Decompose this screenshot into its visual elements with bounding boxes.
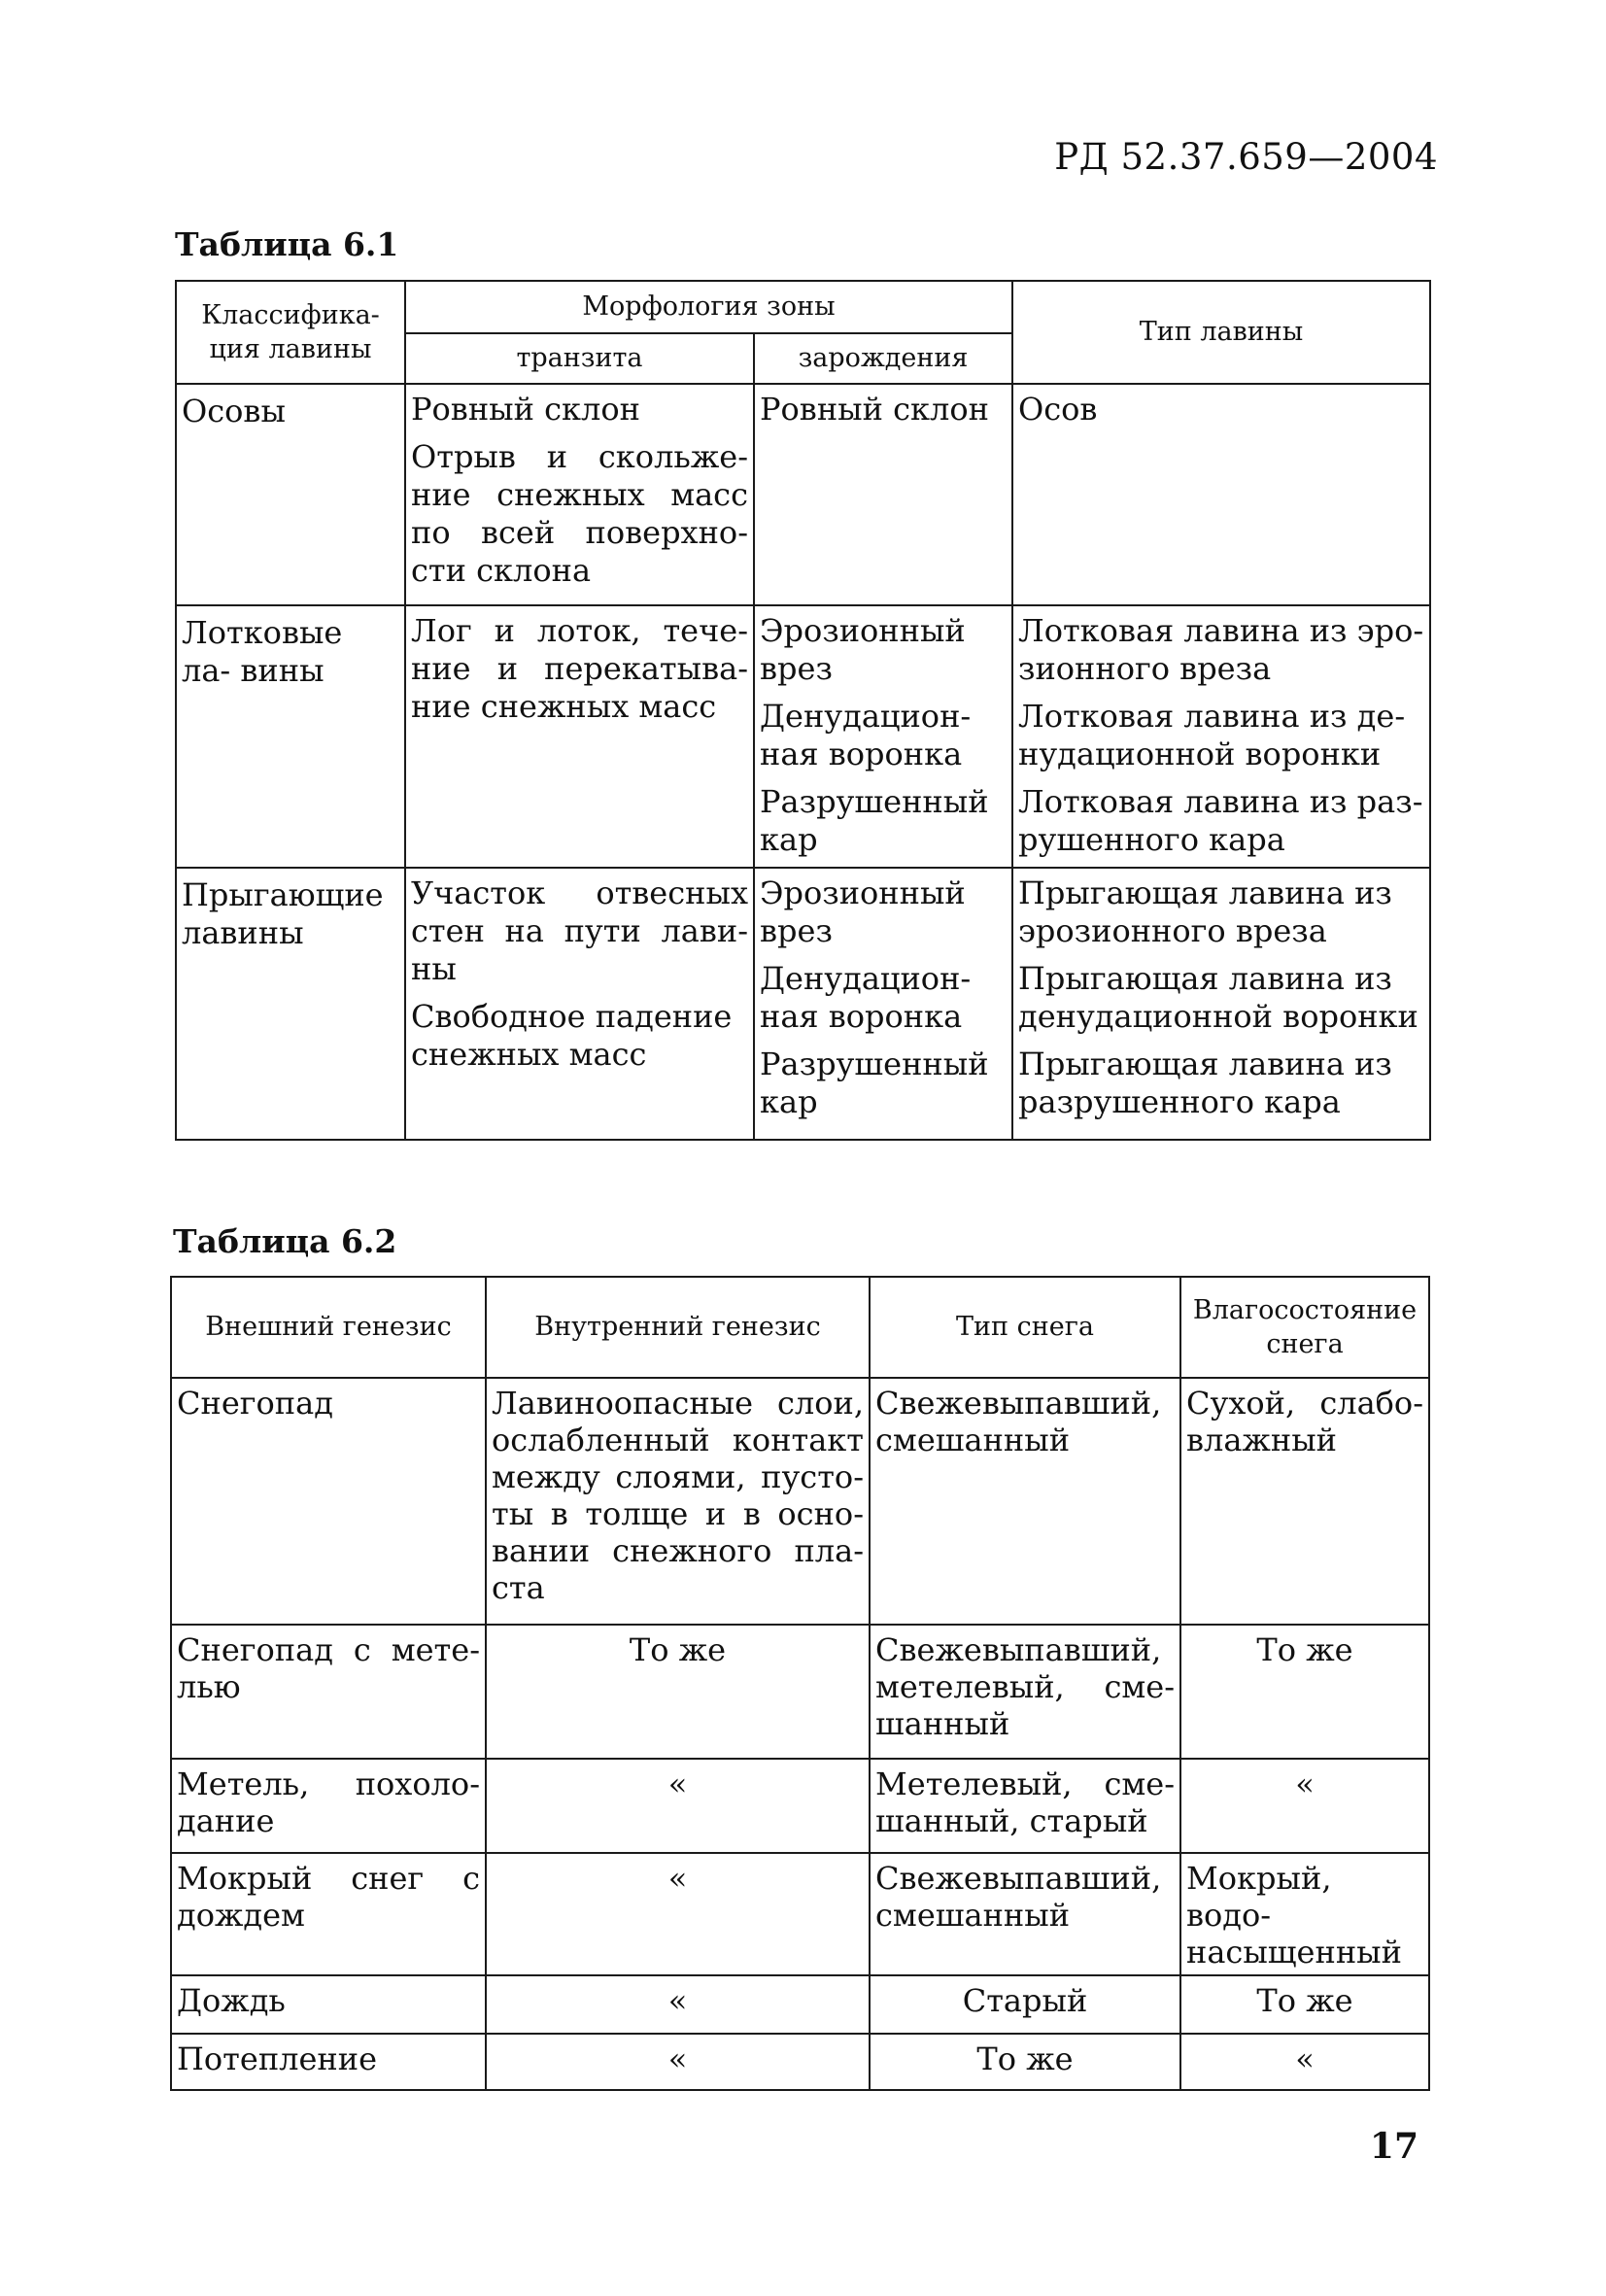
table-row <box>171 2034 1429 2090</box>
header-avalanche-type: Тип лавины <box>1012 281 1430 384</box>
header-classification: Классифика- ция лавины <box>176 281 405 384</box>
cell-type <box>1012 868 1430 1140</box>
cell-text: Лотковая лавина из эро- зионного вреза <box>1018 612 1424 687</box>
page-number: 17 <box>1369 2126 1418 2167</box>
header-origin: зарождения <box>754 333 1012 384</box>
table-6-1 <box>175 280 1431 1141</box>
cell-text: Осов <box>1018 391 1098 428</box>
cell-internal: « <box>486 1853 870 1975</box>
cell-text: Эрозионный врез <box>760 874 966 949</box>
cell-moisture: « <box>1180 1759 1429 1853</box>
table2-caption: Таблица 6.2 <box>173 1222 397 1260</box>
cell-text: Разрушенный кар <box>760 783 989 858</box>
cell-snow-type: Старый <box>870 1975 1180 2034</box>
cell-text: Лотковая лавина из раз- рушенного кара <box>1018 783 1423 858</box>
cell-moisture: То же <box>1180 1975 1429 2034</box>
header-external-genesis: Внешний генезис <box>171 1277 486 1378</box>
cell-external: Потепление <box>171 2034 486 2090</box>
cell-internal: Лавиноопасные слои, ослабленный контакт между слоями, пусто- ты в толще и в осно- вании снежного пла- ста <box>486 1378 870 1625</box>
table-row <box>171 1975 1429 2034</box>
cell-transit <box>405 384 754 605</box>
table-row <box>171 1378 1429 1625</box>
cell-text: Разрушенный кар <box>760 1045 989 1120</box>
cell-classification: Прыгающие лавины <box>176 868 405 1140</box>
cell-internal: « <box>486 1759 870 1853</box>
document-code: РД 52.37.659—2004 <box>1054 136 1438 178</box>
cell-snow-type: Метелевый, сме- шанный, старый <box>870 1759 1180 1853</box>
cell-snow-type: Свежевыпавший, смешанный <box>870 1853 1180 1975</box>
cell-external: Снегопад с мете- лью <box>171 1625 486 1759</box>
table-6-2 <box>170 1276 1430 2091</box>
table-row <box>171 1853 1429 1975</box>
cell-transit <box>405 605 754 868</box>
table-row <box>171 1625 1429 1759</box>
cell-snow-type: Свежевыпавший, метелевый, сме- шанный <box>870 1625 1180 1759</box>
cell-internal: То же <box>486 1625 870 1759</box>
cell-external: Дождь <box>171 1975 486 2034</box>
cell-text: Эрозионный врез <box>760 612 966 687</box>
cell-text: Лог и лоток, тече- ние и перекатыва- ние снежных масс <box>411 612 748 725</box>
header-snow-moisture: Влагосостояние снега <box>1180 1277 1429 1378</box>
table1-caption: Таблица 6.1 <box>175 225 399 263</box>
cell-moisture: То же <box>1180 1625 1429 1759</box>
cell-external: Снегопад <box>171 1378 486 1625</box>
cell-text: Ровный склон <box>760 391 989 428</box>
cell-type <box>1012 605 1430 868</box>
cell-text: Ровный склон <box>411 391 640 428</box>
cell-origin <box>754 868 1012 1140</box>
cell-snow-type: То же <box>870 2034 1180 2090</box>
table-row <box>176 605 1430 868</box>
cell-internal: « <box>486 2034 870 2090</box>
table-row <box>176 384 1430 605</box>
cell-moisture: Мокрый, водо- насыщенный <box>1180 1853 1429 1975</box>
cell-text: Денудацион- ная воронка <box>760 960 972 1035</box>
header-snow-type: Тип снега <box>870 1277 1180 1378</box>
cell-text: Прыгающая лавина из денудационной воронки <box>1018 960 1418 1035</box>
cell-snow-type: Свежевыпавший, смешанный <box>870 1378 1180 1625</box>
header-morphology: Морфология зоны <box>405 281 1012 333</box>
cell-type <box>1012 384 1430 605</box>
cell-text: Свободное падение снежных масс <box>411 998 733 1073</box>
table-row <box>171 1759 1429 1853</box>
cell-moisture: « <box>1180 2034 1429 2090</box>
cell-transit <box>405 868 754 1140</box>
cell-text: Отрыв и скольже- ние снежных масс по всей поверхно- сти склона <box>411 438 748 589</box>
table-row <box>176 868 1430 1140</box>
cell-internal: « <box>486 1975 870 2034</box>
cell-text: Участок отвесных стен на пути лави- ны <box>411 874 748 987</box>
cell-external: Метель, похоло- дание <box>171 1759 486 1853</box>
cell-origin <box>754 384 1012 605</box>
cell-classification: Лотковые ла- вины <box>176 605 405 868</box>
cell-external: Мокрый снег с дождем <box>171 1853 486 1975</box>
cell-moisture: Сухой, слабо- влажный <box>1180 1378 1429 1625</box>
cell-classification: Осовы <box>176 384 405 605</box>
cell-text: Прыгающая лавина из разрушенного кара <box>1018 1045 1392 1120</box>
header-transit: транзита <box>405 333 754 384</box>
header-internal-genesis: Внутренний генезис <box>486 1277 870 1378</box>
cell-text: Денудацион- ная воронка <box>760 698 972 772</box>
cell-origin <box>754 605 1012 868</box>
cell-text: Лотковая лавина из де- нудационной воронки <box>1018 698 1406 772</box>
cell-text: Прыгающая лавина из эрозионного вреза <box>1018 874 1392 949</box>
